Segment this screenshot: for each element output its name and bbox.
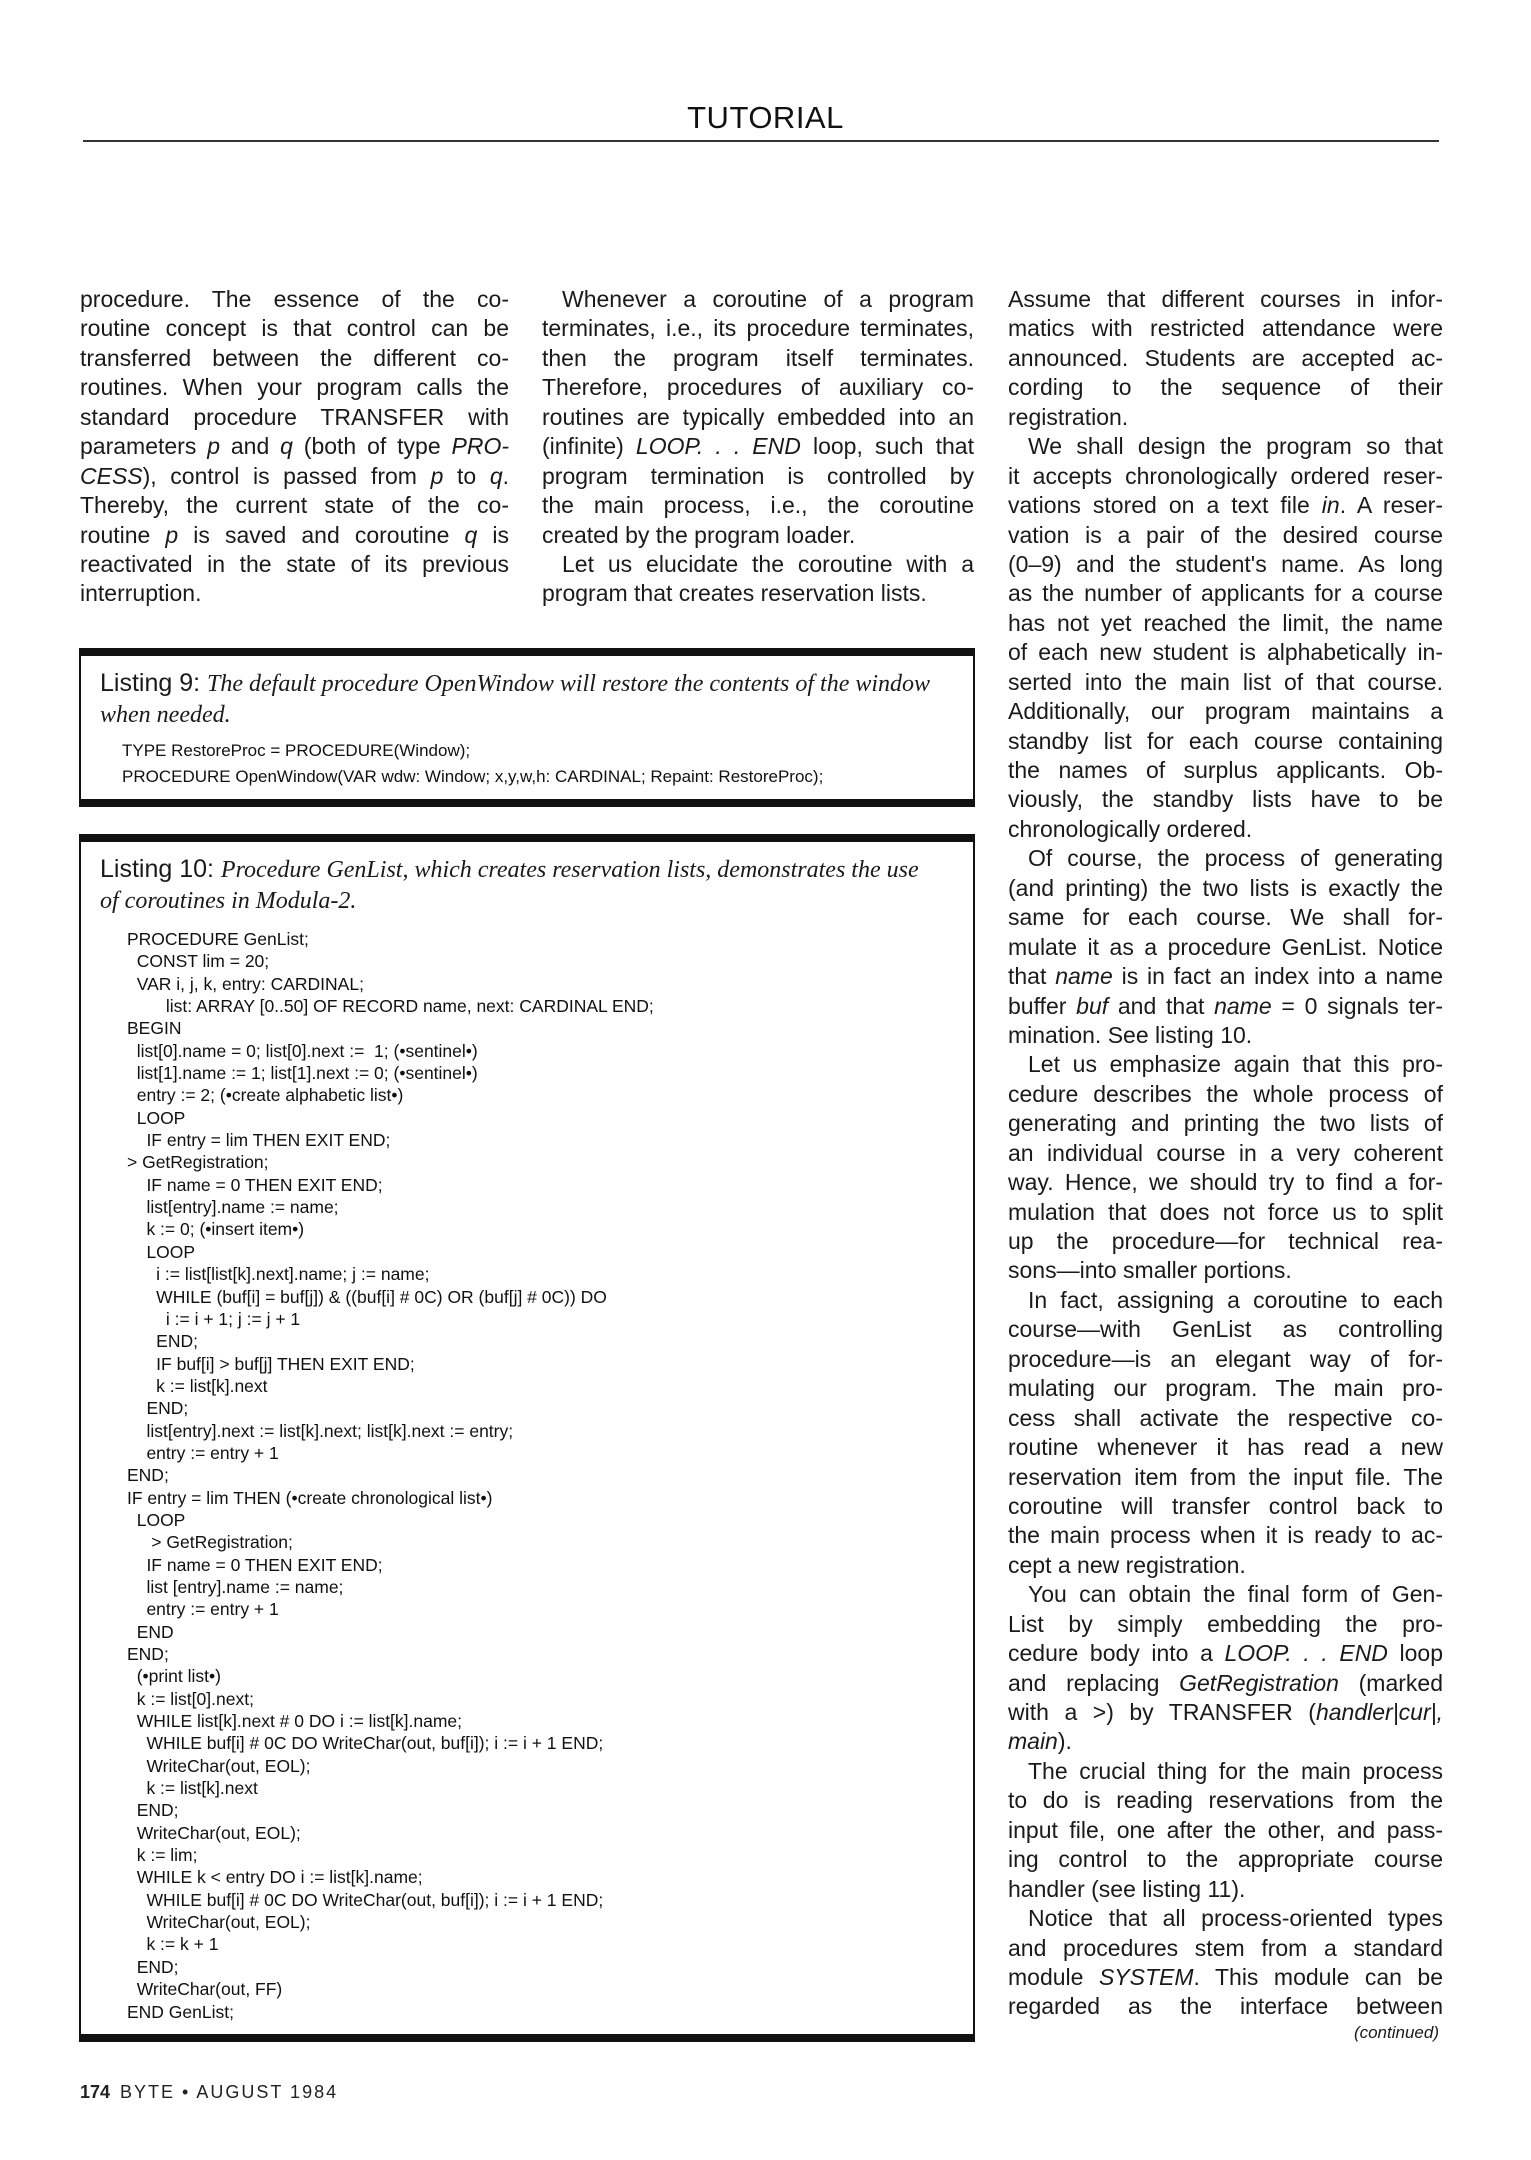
text-segment: cedure body into a <box>1008 1640 1225 1667</box>
listing-label: Listing 10: <box>100 855 214 883</box>
text-line: mination. See listing 10. <box>1008 1021 1253 1048</box>
code-line: WriteChar(out, EOL); <box>127 1755 311 1776</box>
text-column-2 <box>542 285 974 609</box>
text-segment: . A reser- <box>1339 492 1443 519</box>
text-line: Let us emphasize again that this pro- <box>1028 1051 1443 1078</box>
code-line: END; <box>127 1644 169 1664</box>
text-line: cording to the sequence of their <box>1008 374 1443 401</box>
text-line: same for each course. We shall for- <box>1008 904 1443 931</box>
text-line: program that creates reservation lists. <box>542 580 927 607</box>
code-line: k := k + 1 <box>127 1934 219 1955</box>
paragraph <box>1008 432 1443 844</box>
emphasis-text: p <box>165 521 179 548</box>
code-line: LOOP <box>127 1107 186 1128</box>
text-line <box>1008 491 1443 520</box>
text-line: In fact, assigning a coroutine to each <box>1028 1286 1443 1313</box>
emphasis-text: SYSTEM <box>1098 1963 1194 1990</box>
code-line: WHILE list[k].next # 0 DO i := list[k].name; <box>127 1711 463 1732</box>
code-line: LOOP <box>127 1241 196 1262</box>
text-line: Thereby, the current state of the co- <box>80 492 509 519</box>
text-segment: loop <box>1387 1640 1443 1667</box>
listing-description: Procedure GenList, which creates reservation lists, demonstrates the use of coroutines in Modula-2. <box>100 857 919 914</box>
code-line: entry := entry + 1 <box>127 1599 279 1620</box>
text-line: serted into the main list of that course. <box>1008 668 1443 695</box>
text-line: viously, the standby lists have to be <box>1008 786 1443 813</box>
emphasis-text: p <box>430 462 444 489</box>
text-line: announced. Students are accepted ac- <box>1008 344 1443 371</box>
emphasis-text: LOOP. . . END <box>635 433 801 460</box>
text-line: mulate it as a procedure GenList. Notice <box>1008 933 1443 960</box>
code-line: list [entry].name := name; <box>127 1576 344 1597</box>
paragraph <box>542 285 974 550</box>
code-line: i := i + 1; j := j + 1 <box>127 1308 301 1329</box>
text-line: routine whenever it has read a new <box>1008 1434 1443 1461</box>
code-line: END; <box>127 1398 189 1419</box>
text-line <box>1008 992 1443 1021</box>
text-line: The crucial thing for the main process <box>1028 1757 1443 1784</box>
code-line: list[1].name := 1; list[1].next := 0; (•sentinel•) <box>127 1063 478 1084</box>
text-line: cedure describes the whole process of <box>1008 1080 1443 1107</box>
text-line: up the procedure—for technical rea- <box>1008 1228 1443 1254</box>
text-segment: and replacing <box>1008 1669 1180 1696</box>
text-line: handler (see listing 11). <box>1008 1875 1246 1902</box>
text-line: vation is a pair of the desired course <box>1008 521 1443 548</box>
emphasis-text: GetRegistration <box>1179 1669 1339 1696</box>
code-block <box>122 738 823 790</box>
text-column-3 <box>1008 285 1443 2044</box>
listing-9-box <box>79 648 975 807</box>
text-segment: ), control is passed from <box>142 462 431 489</box>
text-line: Whenever a coroutine of a program <box>562 286 974 312</box>
emphasis-text: q <box>464 521 478 548</box>
text-line <box>1008 1639 1443 1668</box>
page-number: 174 <box>80 2082 111 2102</box>
text-line: reactivated in the state of its previous <box>80 550 509 577</box>
text-line <box>1008 962 1443 991</box>
code-line: (•print list•) <box>127 1666 221 1687</box>
emphasis-text: name <box>1214 992 1272 1019</box>
code-line: IF name = 0 THEN EXIT END; <box>127 1174 383 1195</box>
code-line: k := lim; <box>127 1845 198 1866</box>
text-line <box>80 462 509 491</box>
text-column-1 <box>80 285 509 609</box>
paragraph <box>1008 1904 1443 2022</box>
text-segment: is <box>477 521 510 548</box>
code-line: WriteChar(out, FF) <box>127 1979 283 2000</box>
listing-caption <box>100 668 940 730</box>
text-line: to do is reading reservations from the <box>1008 1787 1443 1814</box>
code-line: IF name = 0 THEN EXIT END; <box>127 1554 383 1575</box>
text-line: procedure—is an elegant way of for- <box>1008 1345 1443 1372</box>
code-line: LOOP <box>127 1509 186 1530</box>
text-line: standby list for each course containing <box>1008 727 1443 754</box>
text-line: input file, one after the other, and pass- <box>1008 1816 1443 1843</box>
text-segment: with a >) by TRANSFER ( <box>1008 1699 1316 1725</box>
code-line: PROCEDURE OpenWindow(VAR wdw: Window; x,y,w,h: CARDINAL; Repaint: RestoreProc); <box>122 767 824 786</box>
listing-caption <box>100 854 940 916</box>
text-line: it accepts chronologically ordered reser- <box>1008 462 1443 489</box>
code-line: WHILE buf[i] # 0C DO WriteChar(out, buf[i]); i := i + 1 END; <box>127 1889 604 1910</box>
code-line: END; <box>127 1331 198 1352</box>
paragraph <box>1008 844 1443 1050</box>
code-line: k := list[0].next; <box>127 1688 254 1709</box>
text-line: as the number of applicants for a course <box>1008 580 1443 607</box>
code-line: IF entry = lim THEN EXIT END; <box>127 1130 391 1151</box>
code-line: WHILE (buf[i] = buf[j]) & ((buf[i] # 0C) OR (buf[j] # 0C)) DO <box>127 1286 607 1307</box>
text-line: interruption. <box>80 580 202 607</box>
continued-note: (continued) <box>1353 2022 1439 2042</box>
code-line: CONST lim = 20; <box>127 951 270 972</box>
text-segment: . <box>502 462 509 489</box>
text-line: Let us elucidate the coroutine with a <box>562 550 974 577</box>
text-line: registration. <box>1008 403 1129 430</box>
text-segment: (marked <box>1338 1669 1443 1696</box>
text-segment: to <box>443 462 490 489</box>
text-line: the main process when it is ready to ac- <box>1008 1522 1443 1549</box>
paragraph <box>1008 1580 1443 1757</box>
text-line: generating and printing the two lists of <box>1008 1110 1443 1137</box>
text-line: of each new student is alphabetically in- <box>1008 639 1443 666</box>
text-segment: (infinite) <box>542 433 636 460</box>
paragraph <box>1008 1757 1443 1904</box>
text-segment: vations stored on a text file <box>1008 492 1322 519</box>
text-line: (0–9) and the student's name. As long <box>1008 550 1443 577</box>
text-line: an individual course in a very coherent <box>1008 1139 1443 1166</box>
paragraph <box>1008 1050 1443 1286</box>
text-line: routines are typically embedded into an <box>542 403 974 430</box>
code-line: entry := 2; (•create alphabetic list•) <box>127 1085 404 1106</box>
code-line: > GetRegistration; <box>127 1152 269 1173</box>
code-line: END <box>127 1621 174 1642</box>
text-line: regarded as the interface between <box>1008 1993 1443 2020</box>
header-divider <box>83 140 1439 142</box>
code-line: WHILE buf[i] # 0C DO WriteChar(out, buf[i]); i := i + 1 END; <box>127 1733 604 1754</box>
code-line: BEGIN <box>127 1018 182 1039</box>
text-line <box>80 521 509 550</box>
text-line: You can obtain the final form of Gen- <box>1028 1581 1443 1608</box>
code-line: IF entry = lim THEN (•create chronological list•) <box>127 1487 493 1508</box>
text-line: reservation item from the input file. The <box>1008 1463 1443 1490</box>
text-line: chronologically ordered. <box>1008 815 1253 842</box>
emphasis-text: CESS <box>80 462 143 489</box>
code-line: k := list[k].next <box>127 1778 258 1799</box>
code-line: list[entry].next := list[k].next; list[k].next := entry; <box>127 1420 514 1441</box>
code-line: i := list[list[k].next].name; j := name; <box>127 1264 430 1285</box>
text-line: cept a new registration. <box>1008 1551 1246 1578</box>
text-line: ing control to the appropriate course <box>1008 1846 1443 1873</box>
text-segment: . This module can be <box>1193 1963 1444 1990</box>
paragraph <box>1008 1286 1443 1580</box>
text-line: cess shall activate the respective co- <box>1008 1404 1443 1431</box>
text-line <box>542 432 974 461</box>
code-line: > GetRegistration; <box>127 1532 293 1553</box>
listing-description: The default procedure OpenWindow will restore the contents of the window when needed. <box>100 671 931 728</box>
text-line: course—with GenList as controlling <box>1008 1316 1443 1343</box>
code-line: PROCEDURE GenList; <box>127 929 309 949</box>
code-line: END GenList; <box>127 2001 234 2022</box>
text-line: terminates, i.e., its procedure terminates, <box>542 315 974 342</box>
emphasis-text: buf <box>1076 992 1109 1019</box>
text-line: sons—into smaller portions. <box>1008 1257 1292 1284</box>
text-line <box>80 432 509 461</box>
publication-info: BYTE • AUGUST 1984 <box>120 2082 339 2102</box>
text-line: has not yet reached the limit, the name <box>1008 609 1443 636</box>
code-line: list[entry].name := name; <box>127 1197 339 1218</box>
code-line: list: ARRAY [0..50] OF RECORD name, next: CARDINAL END; <box>127 996 654 1017</box>
listing-10-box <box>79 834 975 2042</box>
text-line <box>1008 1669 1443 1698</box>
emphasis-text: q <box>280 433 293 460</box>
text-segment: routine <box>80 521 166 548</box>
text-segment: ). <box>1057 1728 1072 1755</box>
listing-label: Listing 9: <box>100 669 201 697</box>
text-segment: = 0 signals ter- <box>1271 992 1443 1019</box>
emphasis-text: p <box>207 433 220 460</box>
emphasis-text: handler|cur|, <box>1315 1699 1443 1725</box>
code-block <box>127 928 654 2023</box>
text-line: then the program itself terminates. <box>542 344 974 371</box>
code-line: END; <box>127 1956 179 1977</box>
text-line: transferred between the different co- <box>80 344 509 371</box>
emphasis-text: main <box>1008 1728 1058 1755</box>
emphasis-text: PRO- <box>451 433 509 460</box>
text-line: program termination is controlled by <box>542 462 974 489</box>
text-line: mulating our program. The main pro- <box>1008 1375 1443 1402</box>
code-line: WriteChar(out, EOL); <box>127 1822 301 1843</box>
text-segment: (both of type <box>292 433 452 460</box>
text-line: created by the program loader. <box>542 521 856 548</box>
text-line: routines. When your program calls the <box>80 374 509 401</box>
code-line: list[0].name = 0; list[0].next := 1; (•sentinel•) <box>127 1040 478 1061</box>
paragraph <box>542 550 974 609</box>
code-line: entry := entry + 1 <box>127 1442 279 1463</box>
text-line: and procedures stem from a standard <box>1008 1934 1443 1961</box>
paragraph <box>80 285 509 609</box>
text-line: the main process, i.e., the coroutine <box>542 492 974 519</box>
text-line: mulation that does not force us to split <box>1008 1198 1443 1225</box>
text-line: Additionally, our program maintains a <box>1008 698 1443 725</box>
text-line: way. Hence, we should try to find a for- <box>1008 1169 1443 1196</box>
text-segment: that <box>1008 963 1056 990</box>
section-header: TUTORIAL <box>687 100 844 135</box>
paragraph <box>1008 285 1443 432</box>
text-line: Therefore, procedures of auxiliary co- <box>542 374 974 401</box>
emphasis-text: in <box>1321 492 1340 519</box>
text-line: coroutine will transfer control back to <box>1008 1492 1443 1519</box>
text-line: (and printing) the two lists is exactly the <box>1008 874 1443 901</box>
emphasis-text: q <box>489 462 503 489</box>
code-line: END; <box>127 1465 169 1486</box>
text-line: Of course, the process of generating <box>1028 845 1443 872</box>
text-segment: loop, such that <box>800 433 974 460</box>
code-line: END; <box>127 1800 179 1821</box>
text-line: Assume that different courses in infor- <box>1008 286 1443 312</box>
text-segment: buffer <box>1008 992 1077 1019</box>
code-line: WHILE k < entry DO i := list[k].name; <box>127 1867 423 1888</box>
text-segment: module <box>1008 1963 1099 1990</box>
emphasis-text: LOOP. . . END <box>1224 1640 1388 1667</box>
text-line <box>1008 1727 1443 1756</box>
text-line: matics with restricted attendance were <box>1008 315 1443 342</box>
code-line: IF buf[i] > buf[j] THEN EXIT END; <box>127 1353 415 1374</box>
text-line <box>1008 1963 1443 1992</box>
emphasis-text: name <box>1055 963 1113 990</box>
text-segment: and <box>220 433 281 460</box>
code-line: k := 0; (•insert item•) <box>127 1219 305 1240</box>
text-line: the names of surplus applicants. Ob- <box>1008 757 1443 783</box>
text-line: standard procedure TRANSFER with <box>80 403 509 430</box>
text-line: routine concept is that control can be <box>80 315 509 342</box>
page-footer <box>80 2082 338 2103</box>
code-line: WriteChar(out, EOL); <box>127 1912 311 1933</box>
text-line: procedure. The essence of the co- <box>80 286 509 312</box>
code-line: VAR i, j, k, entry: CARDINAL; <box>127 973 364 994</box>
code-line: k := list[k].next <box>127 1375 268 1396</box>
text-segment: is in fact an index into a name <box>1112 963 1443 990</box>
text-line <box>1008 1698 1443 1727</box>
text-segment: is saved and coroutine <box>178 521 465 548</box>
text-segment: parameters <box>80 433 208 460</box>
code-line: TYPE RestoreProc = PROCEDURE(Window); <box>122 741 471 760</box>
text-line: Notice that all process-oriented types <box>1028 1905 1443 1932</box>
text-line: List by simply embedding the pro- <box>1008 1610 1443 1637</box>
text-line: We shall design the program so that <box>1028 433 1443 460</box>
text-segment: and that <box>1108 992 1215 1019</box>
